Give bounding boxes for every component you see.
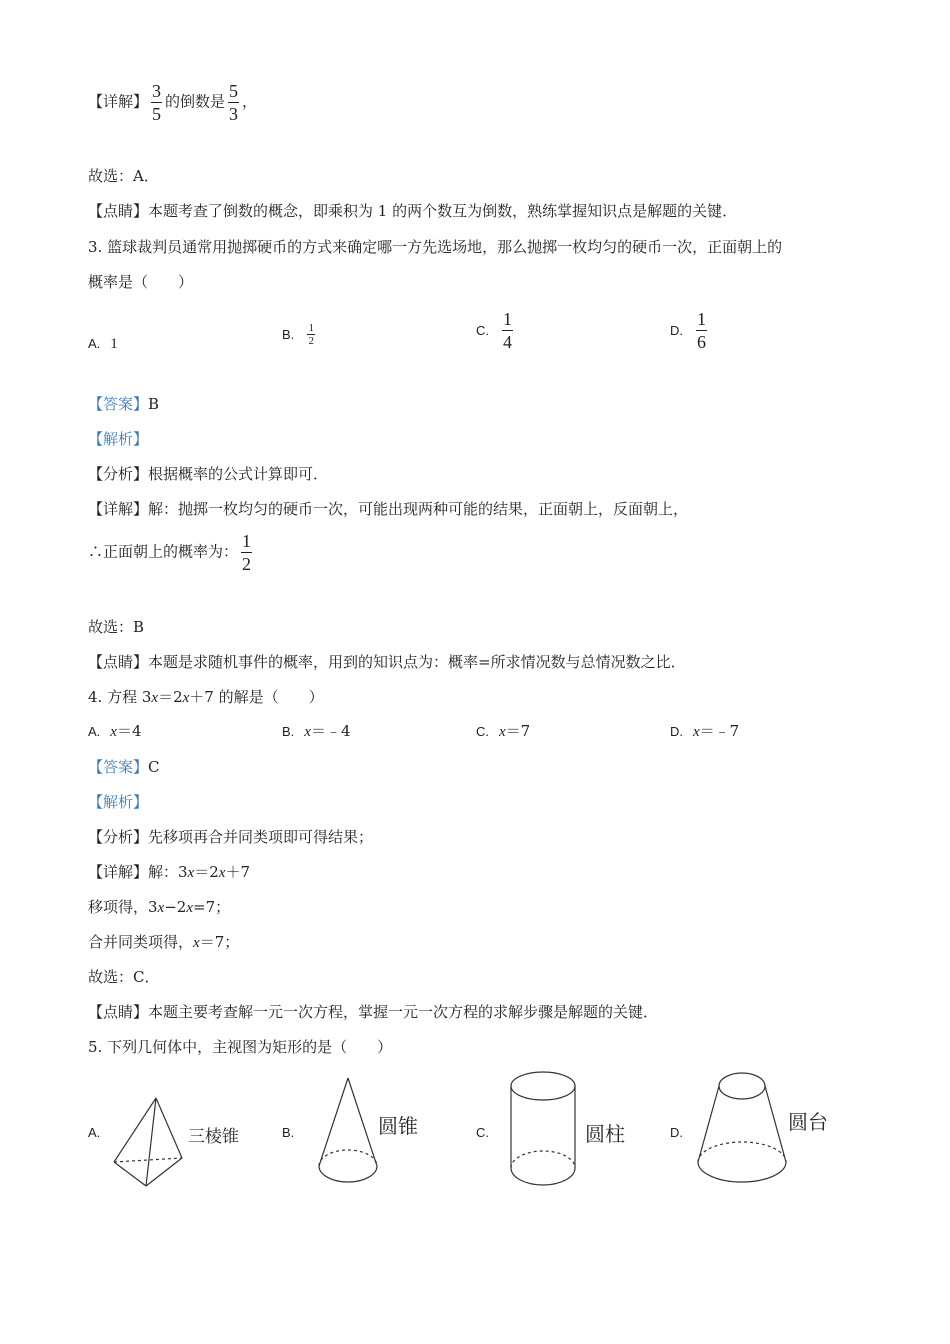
q4-step2: 合并同类项得，x＝7； xyxy=(88,933,240,951)
q5-option-b-label: B. xyxy=(282,1125,295,1140)
q5-option-d-label: D. xyxy=(670,1125,683,1140)
caption-cone: 圆锥 xyxy=(378,1114,418,1138)
q3-option-d: D. $\frac{1}{6}$ xyxy=(670,309,706,352)
q4-answer: C xyxy=(148,758,160,776)
q3-therefore-line: ∴正面朝上的概率为： $\frac{1}{2}$ xyxy=(88,531,252,574)
q4-stem: 4. 方程 3x＝2x＋7 的解是（ ） xyxy=(88,688,324,706)
q4-detail: 【详解】解：3x＝2x＋7 xyxy=(88,863,250,881)
q3-answer-line xyxy=(88,394,159,414)
q3-choose: 故选：B xyxy=(88,618,145,636)
pyramid-icon xyxy=(108,1092,188,1192)
q3-stem-line1: 3. 篮球裁判员通常用抛掷硬币的方式来确定哪一方先选场地，那么抛掷一枚均匀的硬币一次，正面朝上的 xyxy=(88,238,783,256)
q3-comment: 【点睛】本题是求随机事件的概率，用到的知识点为：概率=所求情况数与总情况数之比． xyxy=(88,653,686,671)
reciprocal-text: 的倒数是 xyxy=(165,92,226,111)
q3-stem-line2: 概率是（ ） xyxy=(88,273,194,291)
fraction-three-fifths: $\frac{3}{5}$ xyxy=(152,81,162,124)
caption-frustum: 圆台 xyxy=(788,1110,828,1134)
detail-line-reciprocal: 【详解】 $\frac{3}{5}$ 的倒数是 $\frac{5}{3}$ ， xyxy=(88,81,258,124)
fraction-one-sixth: $\frac{1}{6}$ xyxy=(697,309,706,352)
q4-fenxi: 【分析】先移项再合并同类项即可得结果； xyxy=(88,828,374,846)
q5-stem: 5. 下列几何体中，主视图为矩形的是（ ） xyxy=(88,1038,393,1056)
answer-tag: 【答案】 xyxy=(88,758,149,776)
q4-comment: 【点睛】本题主要考查解一元一次方程，掌握一元一次方程的求解步骤是解题的关键． xyxy=(88,1003,659,1021)
q4-option-d: D. x＝﹣7 xyxy=(670,722,740,740)
frustum-icon xyxy=(692,1066,792,1188)
fraction-one-half-small: $\frac{1}{2}$ xyxy=(308,322,315,347)
caption-pyramid: 三棱锥 xyxy=(188,1127,239,1147)
q4-option-a: A. x＝4 xyxy=(88,722,142,740)
q3-option-b: B. $\frac{1}{2}$ xyxy=(282,322,315,347)
q4-answer-line xyxy=(88,757,160,777)
q4-option-c: C. x＝7 xyxy=(476,722,531,740)
q3-option-c: C. $\frac{1}{4}$ xyxy=(476,309,512,352)
caption-cylinder: 圆柱 xyxy=(585,1122,625,1146)
q4-step1: 移项得，3x−2x=7； xyxy=(88,898,231,916)
q4-option-b: B. x＝﹣4 xyxy=(282,722,351,740)
fraction-five-thirds: $\frac{5}{3}$ xyxy=(229,81,239,124)
choose-line-a: 故选：A． xyxy=(88,167,159,185)
q3-fenxi: 【分析】根据概率的公式计算即可． xyxy=(88,465,329,483)
q3-detail: 【详解】解：抛掷一枚均匀的硬币一次，可能出现两种可能的结果，正面朝上，反面朝上， xyxy=(88,500,689,518)
q3-option-a: A. 1 xyxy=(88,336,118,352)
q4-choose: 故选：C． xyxy=(88,968,160,986)
fraction-one-quarter: $\frac{1}{4}$ xyxy=(503,309,512,352)
q5-option-c-label: C. xyxy=(476,1125,489,1140)
q3-analysis-tag: 【解析】 xyxy=(88,430,149,448)
detail-tag: 【详解】 xyxy=(88,92,149,111)
comment-line-reciprocal: 【点睛】本题考查了倒数的概念，即乘积为 1 的两个数互为倒数，熟练掌握知识点是解题的关键． xyxy=(88,202,738,220)
q5-option-a-label: A. xyxy=(88,1125,101,1140)
answer-tag: 【答案】 xyxy=(88,395,149,413)
cylinder-icon xyxy=(505,1068,581,1192)
cone-icon xyxy=(312,1074,384,1188)
fraction-one-half: $\frac{1}{2}$ xyxy=(242,531,252,574)
q4-analysis-tag: 【解析】 xyxy=(88,793,149,811)
q3-answer: B xyxy=(148,395,160,413)
